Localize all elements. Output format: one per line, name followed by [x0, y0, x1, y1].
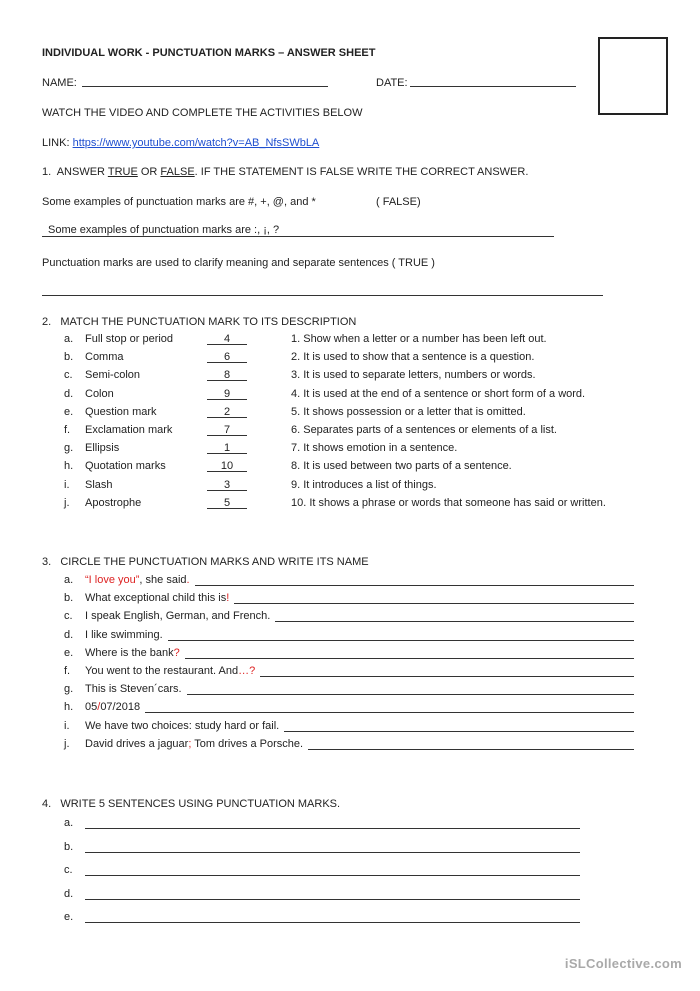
- match-answer: 9: [223, 387, 231, 400]
- sentence-text: What exceptional child this is: [85, 592, 227, 605]
- date-label: DATE:: [376, 77, 408, 89]
- section2-heading-text: MATCH THE PUNCTUATION MARK TO ITS DESCRIPTION: [60, 316, 357, 328]
- sentence-text: Tom drives a Porsche.: [191, 737, 304, 750]
- match-item-letter: b.: [64, 351, 74, 364]
- date-field-line[interactable]: [410, 86, 576, 87]
- sentence-answer-line[interactable]: [85, 875, 580, 876]
- section3-heading-text: CIRCLE THE PUNCTUATION MARKS AND WRITE ITS NAME: [60, 556, 369, 568]
- circle-answer-line[interactable]: [284, 731, 634, 732]
- match-answer: 3: [223, 478, 231, 491]
- match-item-letter: h.: [64, 460, 74, 473]
- sentence-text: This is Steven´cars.: [85, 683, 182, 696]
- match-item-letter: a.: [64, 333, 74, 345]
- match-item-mark: Comma: [85, 351, 124, 364]
- match-item-mark: Exclamation mark: [85, 424, 173, 436]
- match-description: 5. It shows possession or a letter that is omitted.: [291, 405, 526, 418]
- match-item-letter: i.: [64, 478, 70, 491]
- match-answer: 2: [223, 405, 231, 418]
- circle-item-letter: c.: [64, 610, 73, 623]
- circle-answer-line[interactable]: [187, 694, 634, 695]
- circle-item-sentence: [85, 573, 190, 587]
- section1-number: 1.: [42, 166, 52, 178]
- instruction-text: WATCH THE VIDEO AND COMPLETE THE ACTIVITIES BELOW: [42, 107, 363, 119]
- sentence-answer-line[interactable]: [85, 852, 580, 853]
- statement-2: Punctuation marks are used to clarify meaning and separate sentences ( TRUE ): [42, 257, 435, 269]
- circle-item-letter: d.: [64, 628, 74, 641]
- match-item-letter: c.: [64, 369, 73, 382]
- punctuation-highlight: …?: [238, 665, 256, 677]
- match-item-mark: Colon: [85, 387, 114, 400]
- punctuation-highlight: “I love you”: [85, 574, 140, 586]
- sentence-text: 05: [85, 701, 98, 714]
- section4-heading: [42, 797, 340, 811]
- sentence-letter: e.: [64, 911, 74, 924]
- circle-item-sentence: [85, 609, 270, 623]
- worksheet-title: INDIVIDUAL WORK - PUNCTUATION MARKS – ANSWER SHEET: [42, 47, 376, 59]
- match-item-letter: j.: [64, 496, 70, 509]
- punctuation-highlight: .: [186, 574, 190, 586]
- circle-item-sentence: [85, 664, 255, 678]
- link-label: LINK:: [42, 137, 70, 149]
- match-description: 10. It shows a phrase or words that someone has said or written.: [291, 496, 606, 509]
- match-item-letter: e.: [64, 405, 74, 418]
- section1-heading-true: TRUE: [107, 166, 138, 178]
- circle-item-sentence: [85, 700, 140, 714]
- match-item-letter: d.: [64, 387, 74, 400]
- circle-answer-line[interactable]: [168, 640, 634, 641]
- sentence-text: I speak English, German, and French.: [85, 610, 271, 623]
- sentence-text: You went to the restaurant. And: [85, 665, 239, 677]
- circle-item-letter: f.: [64, 665, 71, 677]
- match-answer: 8: [223, 369, 231, 382]
- match-item-mark: Ellipsis: [85, 442, 120, 455]
- punctuation-highlight: ;: [188, 737, 192, 750]
- score-box: [598, 37, 668, 115]
- name-label: NAME:: [42, 77, 77, 89]
- circle-item-letter: g.: [64, 683, 74, 696]
- match-description: 4. It is used at the end of a sentence or short form of a word.: [291, 387, 586, 400]
- sentence-letter: d.: [64, 887, 74, 900]
- match-description: 6. Separates parts of a sentences or elements of a list.: [291, 424, 557, 436]
- sentence-letter: c.: [64, 864, 73, 877]
- match-answer: 6: [223, 351, 231, 364]
- circle-answer-line[interactable]: [308, 749, 634, 750]
- match-item-mark: Question mark: [85, 405, 157, 418]
- punctuation-highlight: ?: [173, 646, 180, 659]
- name-field-line[interactable]: [82, 86, 328, 87]
- match-description: 7. It shows emotion in a sentence.: [291, 442, 458, 455]
- sentence-text: I like swimming.: [85, 628, 163, 641]
- match-item-mark: Full stop or period: [85, 333, 174, 345]
- sentence-text: David drives a jaguar: [85, 737, 189, 750]
- section3-number: 3.: [42, 556, 52, 568]
- circle-answer-line[interactable]: [234, 603, 634, 604]
- section2-heading: [42, 315, 356, 329]
- circle-item-sentence: [85, 737, 303, 751]
- circle-answer-line[interactable]: [185, 658, 634, 659]
- section4-heading-text: WRITE 5 SENTENCES USING PUNCTUATION MARKS.: [60, 798, 341, 810]
- match-item-mark: Slash: [85, 478, 113, 491]
- section3-heading: [42, 555, 369, 569]
- match-item-mark: Quotation marks: [85, 460, 166, 473]
- section1-heading: [42, 165, 528, 179]
- section2-number: 2.: [42, 316, 52, 328]
- sentence-answer-line[interactable]: [85, 899, 580, 900]
- match-answer: 1: [223, 442, 231, 455]
- circle-answer-line[interactable]: [195, 585, 634, 586]
- circle-answer-line[interactable]: [260, 676, 634, 677]
- section4-number: 4.: [42, 798, 52, 810]
- sentence-answer-line[interactable]: [85, 828, 580, 829]
- match-item-letter: g.: [64, 442, 74, 455]
- sentence-text: We have two choices: study hard or fail.: [85, 719, 280, 732]
- circle-item-sentence: [85, 628, 163, 642]
- match-answer: 7: [223, 424, 231, 436]
- sentence-text: 07/2018: [100, 701, 141, 714]
- punctuation-highlight: !: [226, 592, 230, 605]
- circle-item-sentence: [85, 719, 279, 733]
- circle-answer-line[interactable]: [145, 712, 634, 713]
- section1-heading-false: FALSE: [160, 166, 195, 178]
- sentence-letter: b.: [64, 840, 74, 853]
- punctuation-highlight: /: [97, 701, 101, 714]
- circle-item-letter: h.: [64, 701, 74, 714]
- match-description: 8. It is used between two parts of a sentence.: [291, 460, 512, 473]
- sentence-answer-line[interactable]: [85, 922, 580, 923]
- circle-item-letter: e.: [64, 646, 74, 659]
- sentence-text: , she said: [139, 574, 187, 586]
- match-description: 1. Show when a letter or a number has been left out.: [291, 333, 547, 345]
- correction-1: Some examples of punctuation marks are :, ¡, ?: [48, 224, 280, 236]
- sentence-letter: a.: [64, 817, 74, 829]
- match-item-mark: Semi-colon: [85, 369, 141, 382]
- match-description: 2. It is used to show that a sentence is a question.: [291, 351, 535, 364]
- circle-item-letter: j.: [64, 737, 70, 750]
- circle-item-sentence: [85, 682, 182, 696]
- section1-heading-part: ANSWER: [56, 166, 108, 178]
- match-description: 3. It is used to separate letters, numbers or words.: [291, 369, 536, 382]
- video-link[interactable]: https://www.youtube.com/watch?v=AB_NfsSWbLA: [72, 137, 320, 149]
- watermark: iSLCollective.com: [564, 956, 682, 971]
- match-answer: 4: [223, 333, 231, 345]
- section1-heading-rest: . IF THE STATEMENT IS FALSE WRITE THE CORRECT ANSWER.: [194, 166, 529, 178]
- circle-item-sentence: [85, 591, 229, 605]
- link-row: [42, 136, 319, 150]
- circle-answer-line[interactable]: [275, 621, 634, 622]
- answer-1: ( FALSE): [376, 196, 421, 208]
- circle-item-letter: a.: [64, 574, 74, 586]
- circle-item-letter: i.: [64, 719, 70, 732]
- section1-heading-or: OR: [137, 166, 161, 178]
- match-item-letter: f.: [64, 424, 71, 436]
- match-item-mark: Apostrophe: [85, 496, 142, 509]
- circle-item-sentence: [85, 646, 180, 660]
- statement-1: Some examples of punctuation marks are #, +, @, and *: [42, 196, 316, 208]
- match-answer: 5: [223, 496, 231, 509]
- match-answer: 10: [220, 460, 234, 473]
- statement-2-answer-line[interactable]: [42, 295, 603, 296]
- sentence-text: Where is the bank: [85, 646, 174, 659]
- match-description: 9. It introduces a list of things.: [291, 478, 437, 491]
- circle-item-letter: b.: [64, 592, 74, 605]
